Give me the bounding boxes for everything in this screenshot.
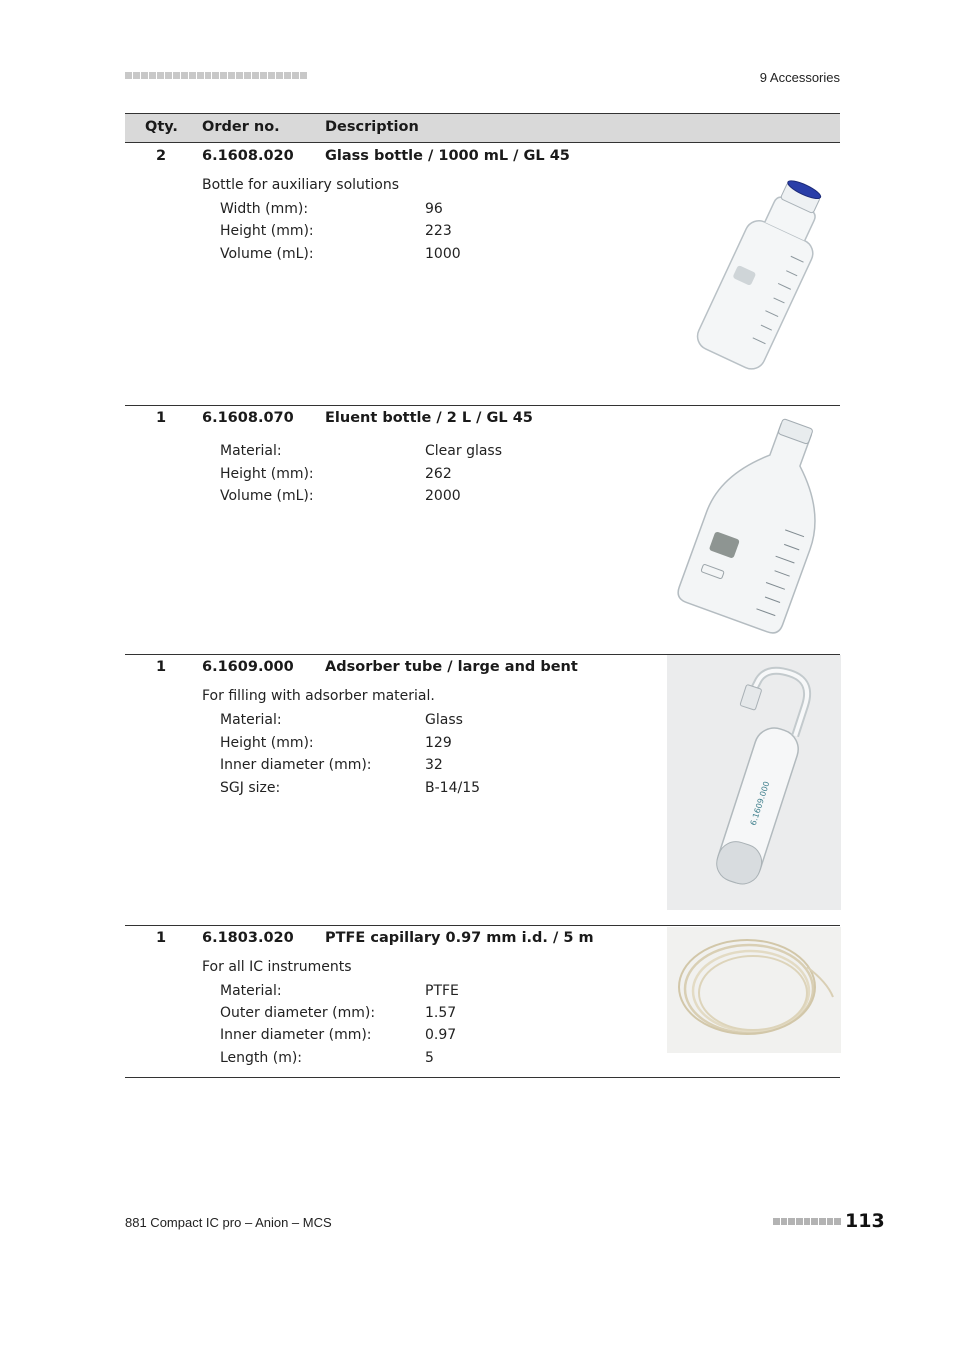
qty-value: 1 [156,930,167,946]
spec-label: SGJ size: [220,780,281,796]
spec-value: 96 [425,201,443,217]
item-subtitle: For filling with adsorber material. [202,688,435,704]
section-title: 9 Accessories [759,70,840,85]
footer-document-title: 881 Compact IC pro – Anion – MCS [125,1215,332,1230]
order-number: 6.1803.020 [202,930,294,946]
spec-value: 0.97 [425,1027,457,1043]
spec-label: Inner diameter (mm): [220,1027,372,1043]
tube-label-text: 6.1609.000 [748,780,772,827]
spec-value: B-14/15 [425,780,481,796]
spec-value: 223 [425,223,452,239]
table-row [125,409,840,654]
column-header-qty: Qty. [145,119,178,135]
spec-value: 1.57 [425,1005,457,1021]
row-divider [125,925,840,926]
order-number: 6.1609.000 [202,659,294,675]
spec-label: Volume (mL): [220,246,314,262]
item-description: Glass bottle / 1000 mL / GL 45 [325,148,570,164]
eluent-bottle-image [665,411,845,636]
spec-value: Glass [425,712,463,728]
table-row [125,147,840,405]
item-subtitle: Bottle for auxiliary solutions [202,177,400,193]
item-description: PTFE capillary 0.97 mm i.d. / 5 m [325,930,594,946]
header-decoration [125,72,307,80]
spec-label: Height (mm): [220,466,314,482]
spec-label: Volume (mL): [220,488,314,504]
order-number: 6.1608.020 [202,148,294,164]
glass-bottle-image [670,165,845,380]
spec-label: Height (mm): [220,223,314,239]
table-row [125,658,840,925]
column-header-description: Description [325,119,419,135]
spec-label: Width (mm): [220,201,309,217]
spec-label: Material: [220,983,282,999]
item-description: Eluent bottle / 2 L / GL 45 [325,410,533,426]
column-header-order-no: Order no. [202,119,280,135]
page-number: 113 [845,1210,885,1232]
row-divider [125,1077,840,1078]
qty-value: 2 [156,148,167,164]
spec-value: 2000 [425,488,461,504]
spec-label: Material: [220,443,282,459]
spec-label: Outer diameter (mm): [220,1005,376,1021]
order-number: 6.1608.070 [202,410,294,426]
qty-value: 1 [156,659,167,675]
item-description: Adsorber tube / large and bent [325,659,578,675]
spec-value: 262 [425,466,452,482]
adsorber-tube-image [667,655,841,910]
spec-value: Clear glass [425,443,503,459]
footer-decoration [773,1218,841,1226]
qty-value: 1 [156,410,167,426]
table-header [125,113,840,143]
spec-value: 32 [425,757,443,773]
spec-value: 129 [425,735,452,751]
item-subtitle: For all IC instruments [202,959,352,975]
table-row [125,929,840,1077]
spec-value: PTFE [425,983,459,999]
spec-label: Height (mm): [220,735,314,751]
row-divider [125,405,840,406]
spec-label: Inner diameter (mm): [220,757,372,773]
spec-value: 5 [425,1050,434,1066]
spec-value: 1000 [425,246,461,262]
ptfe-capillary-image [667,927,841,1053]
spec-label: Length (m): [220,1050,303,1066]
spec-label: Material: [220,712,282,728]
